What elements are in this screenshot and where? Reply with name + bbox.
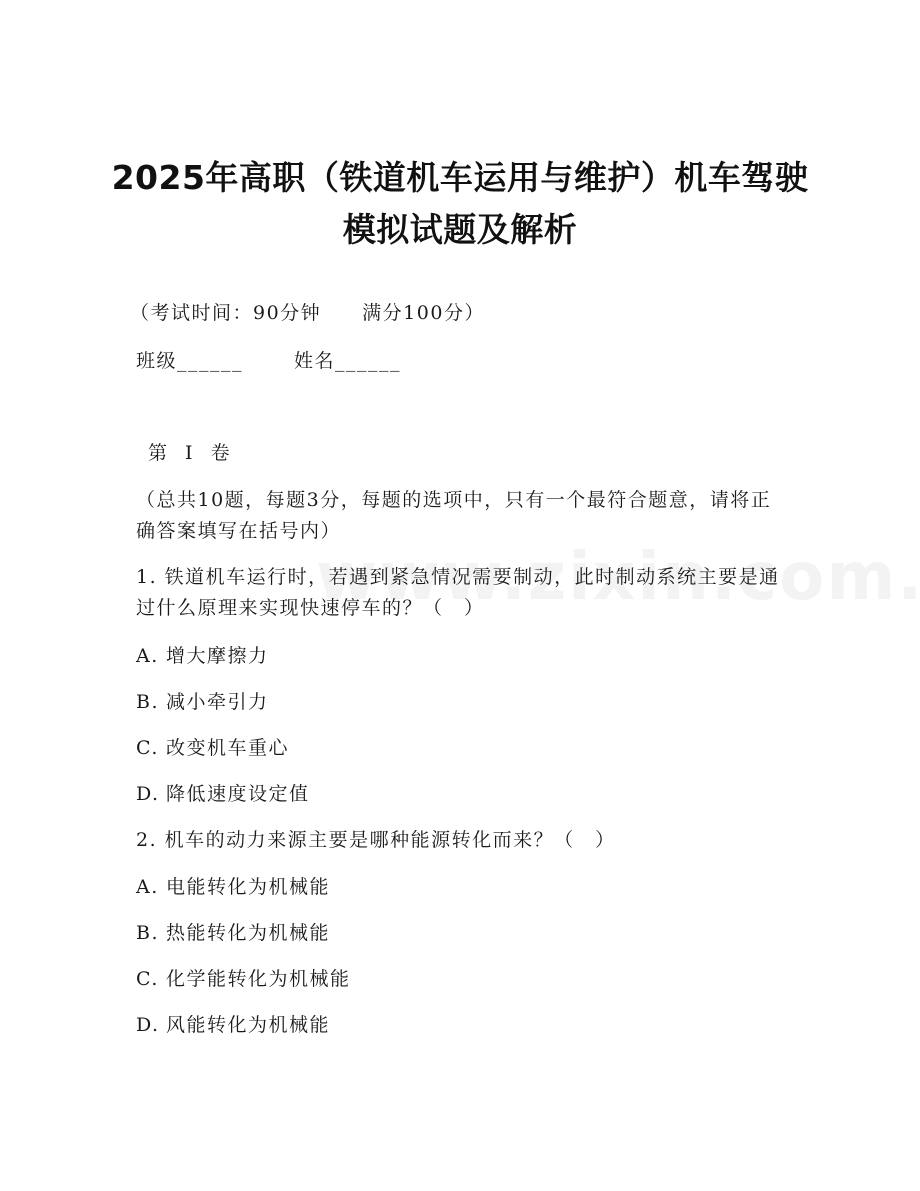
exam-info: （考试时间：90分钟 满分100分）	[130, 302, 485, 324]
question-2-option-c	[136, 966, 351, 992]
option-letter: A.	[136, 876, 159, 898]
page-title: 2025年高职（铁道机车运用与维护）机车驾驶模拟试题及解析	[111, 158, 809, 249]
option-text: 改变机车重心	[166, 737, 290, 759]
instructions: （总共10题，每题3分，每题的选项中，只有一个最符合题意，请将正确答案填写在括号内）	[136, 489, 772, 542]
option-text: 热能转化为机械能	[166, 922, 331, 944]
question-1-option-d	[136, 781, 310, 807]
question-2-option-a	[136, 874, 330, 900]
question-1-option-a	[136, 643, 269, 669]
option-text: 降低速度设定值	[166, 783, 310, 805]
class-label: 班级______	[136, 350, 244, 372]
section-title: 第 I 卷	[148, 442, 236, 464]
option-letter: D.	[136, 1014, 160, 1036]
option-text: 电能转化为机械能	[166, 876, 331, 898]
name-label: 姓名______	[294, 350, 402, 372]
option-letter: B.	[136, 691, 160, 713]
option-letter: C.	[136, 968, 159, 990]
question-1-option-b	[136, 689, 269, 715]
option-text: 化学能转化为机械能	[166, 968, 351, 990]
option-text: 减小牵引力	[166, 691, 269, 713]
option-letter: D.	[136, 783, 160, 805]
question-1-option-c	[136, 735, 289, 761]
question-1-text: 1. 铁道机车运行时，若遇到紧急情况需要制动，此时制动系统主要是通过什么原理来实现快速停车的？（ ）	[136, 566, 780, 619]
question-2-text: 2. 机车的动力来源主要是哪种能源转化而来？（ ）	[136, 829, 616, 851]
option-letter: A.	[136, 645, 159, 667]
option-letter: C.	[136, 737, 159, 759]
question-2-option-b	[136, 920, 330, 946]
option-text: 风能转化为机械能	[166, 1014, 331, 1036]
option-text: 增大摩擦力	[166, 645, 269, 667]
question-2-option-d	[136, 1012, 330, 1038]
option-letter: B.	[136, 922, 160, 944]
